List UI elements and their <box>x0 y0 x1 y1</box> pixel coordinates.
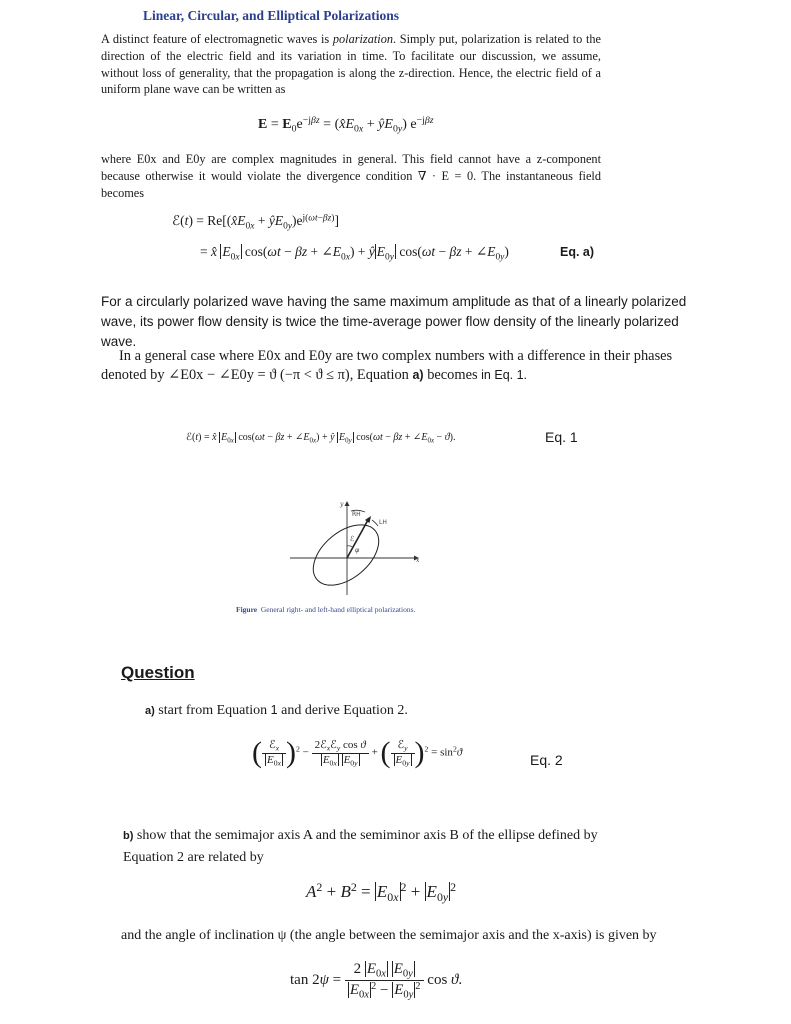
y-axis-label: y <box>340 501 344 508</box>
figure-caption <box>236 605 415 614</box>
intro-text-2: . Simply put, polarization is related to the direction of the electric field and its variation in time. To facilitate our discussion, we assume, without loss of generality, that the propagation is along the z-direction. Hence, the electric field of a uniform plane wave can be written as <box>101 32 601 97</box>
x-axis-label: x <box>416 557 420 564</box>
part-b-label: b) <box>123 830 134 842</box>
figure-caption-text: General right- and left-hand elliptical polarizations. <box>260 605 416 614</box>
part-b-paragraph <box>123 825 603 868</box>
eq-2: ( $\frac{ℰ_x}{E_{0x}}$ )$^2$ − $\frac{2ℰ_xℰ_y \cos ϑ}{E_{0x} E_{0y}}$ + ( $\frac{ℰ_y}{E_{0y}}$ )$^2 = \sin^2ϑ$ <box>252 736 463 769</box>
rh-label: RH <box>352 511 361 518</box>
eq-plane-wave: $E = E_0e^{-j\beta z}$ = ($x̂E_{0x}$ + $ŷE_{0y}$) $e^{-j\beta z}$ <box>258 115 434 135</box>
general-text-1: In a general case where E0x and E0y are two complex numbers with a difference in their phases denoted by ∠E0x − ∠E0y = ϑ (−π < ϑ ≤ π), Equation <box>101 348 673 383</box>
eq-1-label: Eq. 1 <box>545 429 578 445</box>
field-label: ℰ <box>350 535 355 543</box>
general-text-3: in Eq. 1. <box>481 368 528 382</box>
lh-label: LH <box>379 519 387 526</box>
general-eq-ref: a) <box>412 368 424 382</box>
where-paragraph: where E0x and E0y are complex magnitudes in general. This field cannot have a z-component because otherwise it would violate the divergence condition ∇ · E = 0. The instantaneous field becomes <box>101 152 601 200</box>
polarization-ellipse <box>302 513 390 597</box>
part-a-text-1: start from Equation <box>154 703 271 718</box>
part-a-label: a) <box>145 705 155 717</box>
circular-paragraph <box>101 292 711 352</box>
circular-text: For a circularly polarized wave having the same maximum amplitude as that of a linearly polarized wave, its power flow density is twice the time-average power flow density of the linearly polarized wave. <box>101 294 687 349</box>
figure-caption-bold: Figure <box>236 605 258 614</box>
eq-instantaneous-line1: ℰ(t) = $Re[(x̂E_{0x}$ + $ŷE_{0y})e^{j(\omega t-\beta z)}$] <box>172 213 339 232</box>
eq-1: ℰ(t) = x̂ $E_{0x}$ $\cos(\omega t - \beta z + \angle E_{0x})$ + ŷ $E_{0y}$ $\cos(\omega t - \beta z + \angle E_{0x} - ϑ)$. <box>186 432 456 445</box>
part-b-text-2: and the angle of inclination ψ (the angle between the semimajor axis and the x-axis) is given by <box>121 928 657 943</box>
eq-a-label: Eq. a) <box>560 245 595 259</box>
lh-rotation-arc <box>372 520 378 526</box>
polarization-word: polarization <box>332 32 393 46</box>
angle-label: φ <box>355 547 360 554</box>
y-axis-arrow <box>345 501 350 506</box>
general-text-2: becomes <box>423 367 482 383</box>
part-a-text-2: and derive Equation 2. <box>277 703 408 718</box>
part-a-eq-num: 1 <box>270 703 278 717</box>
eq-2-label: Eq. 2 <box>530 752 563 768</box>
part-a-text <box>145 703 408 719</box>
intro-paragraph <box>101 31 601 98</box>
eq-tan-angle: tan 2ψ = $\frac{2 E_{0x} E_{0y}}{E_{0x}^2 - E_{0y}^2}$ cos ϑ. <box>290 961 463 1001</box>
field-vector-arrow <box>365 516 371 523</box>
section-title: Linear, Circular, and Elliptical Polarizations <box>143 8 400 23</box>
eq-instantaneous-line2: = x̂ $E_{0x}$ $\cos(\omega t - \beta z + \angle E_{0x})$ + ŷ $E_{0y}$ $\cos(\omega t - \beta z + \angle E_{0y})$ <box>200 244 509 263</box>
question-heading: Question <box>121 663 195 682</box>
eq-semi-axes: $A^2 + B^2 = E_{0x}^2 + E_{0y}^2$ <box>306 880 457 905</box>
intro-text-1: A distinct feature of electromagnetic waves is <box>101 32 333 46</box>
part-b-text-1: show that the semimajor axis A and the semiminor axis B of the ellipse defined by Equation 2 are related by <box>123 828 598 865</box>
general-case-paragraph <box>101 347 711 385</box>
polarization-figure <box>280 498 430 598</box>
